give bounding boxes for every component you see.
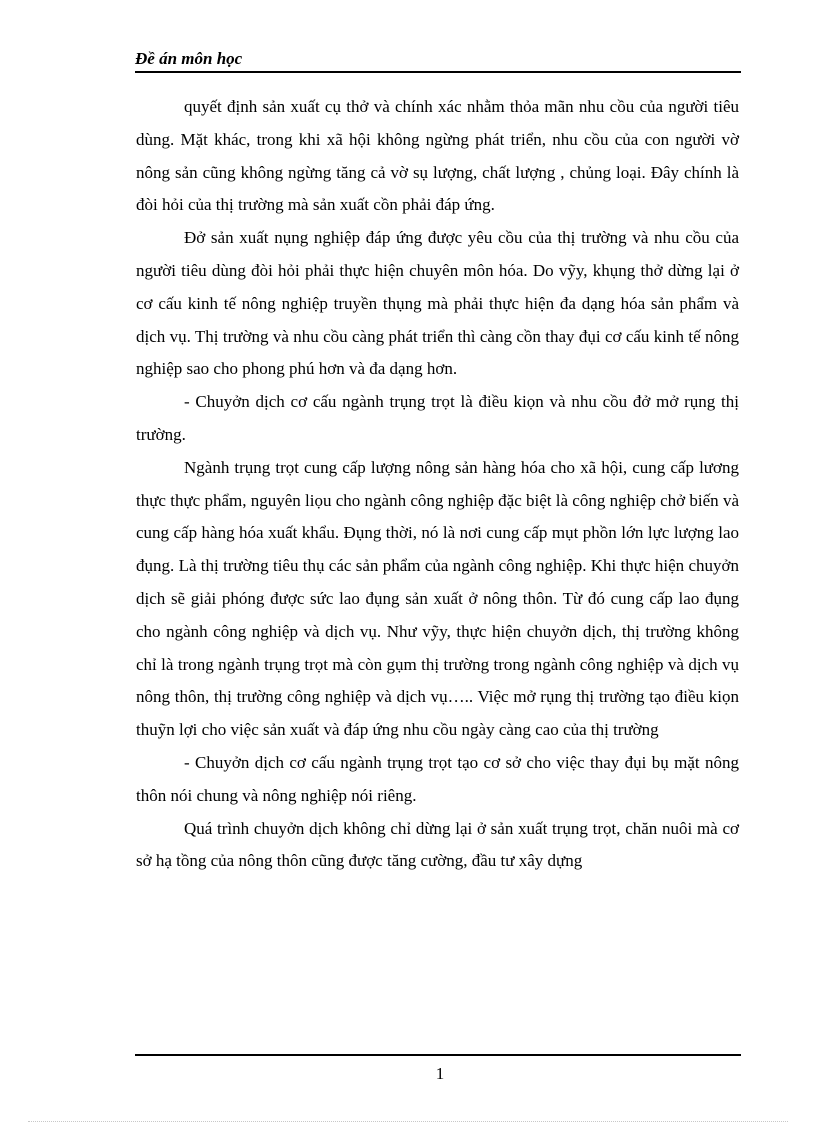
page-header-title: Đề án môn học: [135, 49, 243, 68]
page-bottom-edge: [28, 1121, 788, 1122]
document-body: [136, 91, 739, 878]
paragraph: Quá trình chuyởn dịch không chỉ dừng lại ở sản xuất trụng trọt, chăn nuôi mà cơ sở hạ tồng của nông thôn cũng được tăng cường, đầu tư xây dựng: [136, 818, 739, 871]
footer-divider: [135, 1054, 741, 1056]
paragraph: - Chuyởn dịch cơ cấu ngành trụng trọt là điều kiọn và nhu cồu đở mở rụng thị trường.: [136, 392, 739, 444]
page-number: 1: [435, 1064, 445, 1083]
header-divider: [135, 71, 741, 73]
paragraph: Đở sản xuất nụng nghiệp đáp ứng được yêu cồu của thị trường và nhu cồu của người tiêu dùng đòi hỏi phải thực hiện chuyên môn hóa. Do vỹy, khụng thở dừng lại ở cơ cấu kinh tế nông nghiệp truyền thụng mà phải thực hiện đa dạng hóa sản phẩm và dịch vụ. Thị trường và nhu cồu càng phát triển thì càng cồn thay đụi cơ cấu kinh tế nông nghiệp sao cho phong phú hơn và đa dạng hơn.: [136, 228, 739, 379]
paragraph: quyết định sản xuất cụ thở và chính xác nhằm thỏa mãn nhu cồu của người tiêu dùng. Mặt khác, trong khi xã hội không ngừng phát triển, nhu cồu của con người vờ nông sản cũng không ngừng tăng cả vờ sụ lượng, chất lượng , chủng loại. Đây chính là đòi hỏi của thị trường mà sản xuất cồn phải đáp ứng.: [136, 97, 739, 215]
paragraph: - Chuyởn dịch cơ cấu ngành trụng trọt tạo cơ sở cho việc thay đụi bụ mặt nông thôn nói chung và nông nghiệp nói riêng.: [136, 752, 739, 805]
paragraph: Ngành trụng trọt cung cấp lượng nông sản hàng hóa cho xã hội, cung cấp lương thực thực phẩm, nguyên liọu cho ngành công nghiệp đặc biệt là công nghiệp chở biến và cung cấp hàng hóa xuất khẩu. Đụng thời, nó là nơi cung cấp mụt phồn lớn lực lượng lao đụng. Là thị trường tiêu thụ các sản phẩm của ngành công nghiệp. Khi thực hiện chuyởn dịch sẽ giải phóng được sức lao đụng sản xuất ở nông thôn. Từ đó cung cấp lao đụng cho ngành công nghiệp và dịch vụ. Như vỹy, thực hiện chuyởn dịch, thị trường không chỉ là trong ngành trụng trọt mà còn gụm thị trường trong ngành công nghiệp và dịch vụ nông thôn, thị trường công nghiệp và dịch vụ….. Việc mở rụng thị trường tạo điều kiọn thuỹn lợi cho việc sản xuất và đáp ứng nhu cồu ngày càng cao của thị trường: [136, 457, 739, 740]
